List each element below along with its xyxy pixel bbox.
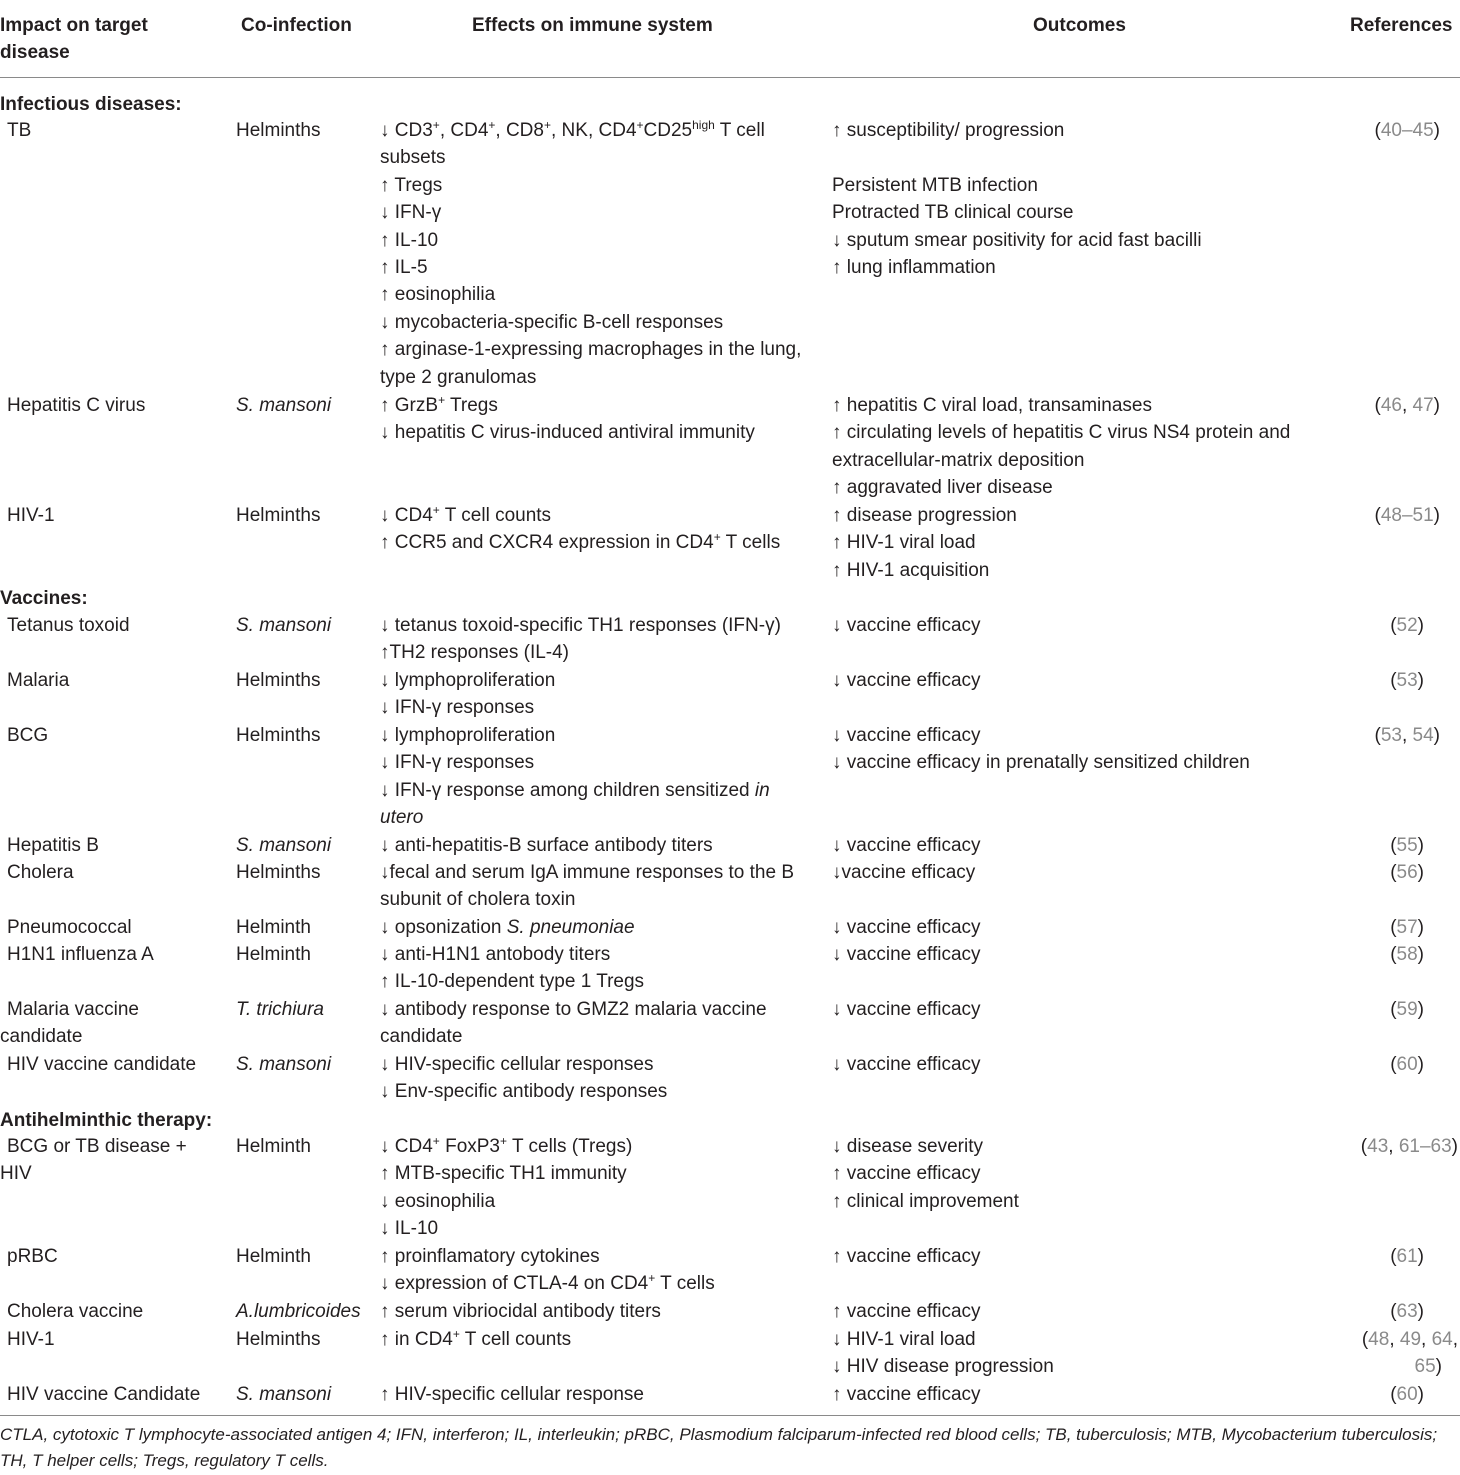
outcomes-cell: ↓ HIV-1 viral load ↓ HIV disease progression — [832, 1329, 1054, 1378]
outcomes-cell: ↓ disease severity ↑ vaccine efficacy ↑ clinical improvement — [832, 1136, 1019, 1212]
references-cell: (53, 54) — [1374, 725, 1440, 746]
outcomes-cell: ↑ hepatitis C viral load, transaminases ↑ circulating levels of hepatitis C virus NS4 protein and extracellular-matrix deposition ↑ aggravated liver disease — [832, 395, 1291, 499]
outcomes-cell: ↓ vaccine efficacy — [832, 944, 981, 965]
reference-link[interactable]: 58 — [1396, 944, 1418, 965]
reference-link[interactable]: 61–63 — [1398, 1136, 1452, 1157]
reference-link[interactable]: 48–51 — [1380, 505, 1434, 526]
header-references: References — [1350, 15, 1453, 36]
references-cell: (46, 47) — [1374, 395, 1440, 416]
coinfection-cell: T. trichiura — [236, 999, 324, 1020]
section-infectious: Infectious diseases: — [0, 94, 182, 115]
references-cell: (61) — [1390, 1246, 1424, 1267]
disease-cell: Hepatitis B — [7, 835, 99, 856]
coinfection-cell: Helminth — [236, 1136, 311, 1157]
coinfection-cell: Helminths — [236, 725, 321, 746]
effects-cell: ↓ lymphoproliferation ↓ IFN-γ responses — [380, 670, 556, 719]
outcomes-cell: ↑ susceptibility/ progression Persistent MTB infection Protracted TB clinical course ↓ sputum smear positivity for acid fast bacilli ↑ lung inflammation — [832, 120, 1202, 279]
coinfection-cell: S. mansoni — [236, 1384, 332, 1405]
disease-cell: HIV vaccine candidate — [7, 1054, 197, 1075]
disease-cell: Cholera vaccine — [7, 1301, 144, 1322]
references-cell: (59) — [1390, 999, 1424, 1020]
reference-link[interactable]: 52 — [1396, 615, 1418, 636]
effects-cell: ↑ proinflamatory cytokines ↓ expression of CTLA-4 on CD4+ T cells — [380, 1246, 715, 1295]
reference-link[interactable]: 61 — [1396, 1246, 1418, 1267]
reference-link[interactable]: 55 — [1396, 835, 1418, 856]
effects-cell: ↓ opsonization S. pneumoniae — [380, 917, 635, 938]
effects-cell: ↑ HIV-specific cellular response — [380, 1384, 644, 1405]
section-vaccines: Vaccines: — [0, 588, 88, 609]
references-cell: (52) — [1390, 615, 1424, 636]
header-rule — [0, 77, 1460, 78]
outcomes-cell: ↓vaccine efficacy — [832, 862, 976, 883]
reference-link[interactable]: 48 — [1368, 1329, 1390, 1350]
header-impact: Impact on target disease — [0, 15, 148, 63]
coinfection-cell: Helminths — [236, 505, 321, 526]
coinfection-cell: S. mansoni — [236, 1054, 332, 1075]
footer-rule — [0, 1415, 1460, 1416]
reference-link[interactable]: 46 — [1380, 395, 1402, 416]
disease-cell: H1N1 influenza A — [7, 944, 154, 965]
disease-cell: HIV-1 — [7, 505, 55, 526]
outcomes-cell: ↑ disease progression ↑ HIV-1 viral load ↑ HIV-1 acquisition — [832, 505, 1017, 581]
table-footnote: CTLA, cytotoxic T lymphocyte-associated antigen 4; IFN, interferon; IL, interleukin; pRBC, Plasmodium falciparum-infected red blood cells; TB, tuberculosis; MTB, Mycobacterium tuberculosis; TH, T helper cells; Tregs, regulatory T cells. — [0, 1425, 1438, 1470]
outcomes-cell: ↓ vaccine efficacy — [832, 1054, 981, 1075]
reference-link[interactable]: 60 — [1396, 1384, 1418, 1405]
effects-cell: ↓ HIV-specific cellular responses ↓ Env-specific antibody responses — [380, 1054, 668, 1103]
coinfection-cell: S. mansoni — [236, 835, 332, 856]
effects-cell: ↓ antibody response to GMZ2 malaria vaccine candidate — [380, 999, 767, 1048]
reference-link[interactable]: 53 — [1396, 670, 1418, 691]
reference-link[interactable]: 65 — [1414, 1356, 1436, 1378]
effects-cell: ↓ tetanus toxoid-specific TH1 responses (IFN-γ) ↑TH2 responses (IL-4) — [380, 615, 781, 664]
coinfection-cell: Helminths — [236, 670, 321, 691]
header-effects: Effects on immune system — [472, 15, 713, 36]
disease-cell: BCG — [7, 725, 49, 746]
references-cell: (53) — [1390, 670, 1424, 691]
outcomes-cell: ↓ vaccine efficacy — [832, 615, 981, 636]
coinfection-cell: S. mansoni — [236, 615, 332, 636]
references-cell: (58) — [1390, 944, 1424, 965]
references-cell: (48, 49, 64, 65) — [1361, 1329, 1458, 1378]
reference-link[interactable]: 57 — [1396, 917, 1418, 938]
coinfection-cell: A.lumbricoides — [236, 1301, 361, 1322]
effects-cell: ↑ GrzB+ Tregs ↓ hepatitis C virus-induced antiviral immunity — [380, 393, 755, 444]
reference-link[interactable]: 59 — [1396, 999, 1418, 1020]
reference-link[interactable]: 53 — [1380, 725, 1402, 746]
disease-cell: BCG or TB disease + HIV — [0, 1136, 187, 1185]
reference-link[interactable]: 54 — [1412, 725, 1434, 746]
reference-link[interactable]: 60 — [1396, 1054, 1418, 1075]
disease-cell: HIV-1 — [7, 1329, 55, 1350]
disease-cell: Hepatitis C virus — [7, 395, 146, 416]
coinfection-cell: S. mansoni — [236, 395, 332, 416]
effects-cell: ↓ anti-hepatitis-B surface antibody titers — [380, 835, 713, 856]
outcomes-cell: ↑ vaccine efficacy — [832, 1301, 981, 1322]
references-cell: (55) — [1390, 835, 1424, 856]
coinfection-cell: Helminths — [236, 120, 321, 141]
references-cell: (56) — [1390, 862, 1424, 883]
disease-cell: HIV vaccine Candidate — [7, 1384, 201, 1405]
effects-cell: ↓ lymphoproliferation ↓ IFN-γ responses ↓ IFN-γ response among children sensitized in utero — [380, 725, 770, 829]
outcomes-cell: ↓ vaccine efficacy ↓ vaccine efficacy in prenatally sensitized children — [832, 725, 1250, 774]
effects-cell: ↓fecal and serum IgA immune responses to the B subunit of cholera toxin — [380, 862, 794, 911]
reference-link[interactable]: 49 — [1399, 1329, 1422, 1350]
outcomes-cell: ↓ vaccine efficacy — [832, 670, 981, 691]
references-cell: (40–45) — [1374, 120, 1440, 141]
references-cell: (60) — [1390, 1054, 1424, 1075]
effects-cell: ↑ in CD4+ T cell counts — [380, 1327, 572, 1350]
outcomes-cell: ↓ vaccine efficacy — [832, 917, 981, 938]
reference-link[interactable]: 47 — [1412, 395, 1434, 416]
disease-cell: Malaria — [7, 670, 70, 691]
references-cell: (57) — [1390, 917, 1424, 938]
outcomes-cell: ↓ vaccine efficacy — [832, 835, 981, 856]
disease-cell: Cholera — [7, 862, 74, 883]
disease-cell: Malaria vaccine candidate — [0, 999, 139, 1048]
outcomes-cell: ↓ vaccine efficacy — [832, 999, 981, 1020]
header-coinfection: Co-infection — [241, 15, 352, 36]
references-cell: (48–51) — [1374, 505, 1440, 526]
references-cell: (63) — [1390, 1301, 1424, 1322]
effects-cell: ↓ CD4+ T cell counts ↑ CCR5 and CXCR4 expression in CD4+ T cells — [380, 503, 781, 554]
disease-cell: TB — [7, 120, 32, 141]
reference-link[interactable]: 40–45 — [1380, 120, 1434, 141]
coinfection-cell: Helminth — [236, 1246, 311, 1267]
coinfection-cell: Helminth — [236, 917, 311, 938]
effects-cell: ↓ CD4+ FoxP3+ T cells (Tregs) ↑ MTB-specific TH1 immunity ↓ eosinophilia ↓ IL-10 — [380, 1134, 633, 1240]
coinfection-cell: Helminths — [236, 1329, 321, 1350]
effects-cell: ↓ anti-H1N1 antobody titers ↑ IL-10-dependent type 1 Tregs — [380, 944, 645, 993]
coinfection-cell: Helminths — [236, 862, 321, 883]
effects-cell: ↑ serum vibriocidal antibody titers — [380, 1301, 661, 1322]
disease-cell: pRBC — [7, 1246, 58, 1267]
effects-cell: ↓ CD3+, CD4+, CD8+, NK, $CD4^+CD25^{high}$ T cell subsets ↑ Tregs ↓ IFN-γ ↑ IL-10 ↑ IL-5 ↑ eosinophilia ↓ mycobacteria-specific B-cell responses ↑ arginase-1-expressing macrophages in the lung, type 2 granulomas — [380, 118, 802, 388]
reference-link[interactable]: 64 — [1431, 1329, 1453, 1350]
references-cell: (60) — [1390, 1384, 1424, 1405]
references-cell: (43, 61–63) — [1360, 1136, 1458, 1157]
disease-cell: Pneumococcal — [7, 917, 132, 938]
outcomes-cell: ↑ vaccine efficacy — [832, 1246, 981, 1267]
reference-link[interactable]: 43 — [1367, 1136, 1389, 1157]
table-header — [0, 12, 1460, 76]
outcomes-cell: ↑ vaccine efficacy — [832, 1384, 981, 1405]
coinfection-cell: Helminth — [236, 944, 311, 965]
disease-cell: Tetanus toxoid — [7, 615, 130, 636]
section-antihelminthic: Antihelminthic therapy: — [0, 1110, 213, 1131]
reference-link[interactable]: 56 — [1396, 862, 1418, 883]
header-outcomes: Outcomes — [1033, 15, 1126, 36]
reference-link[interactable]: 63 — [1396, 1301, 1418, 1322]
